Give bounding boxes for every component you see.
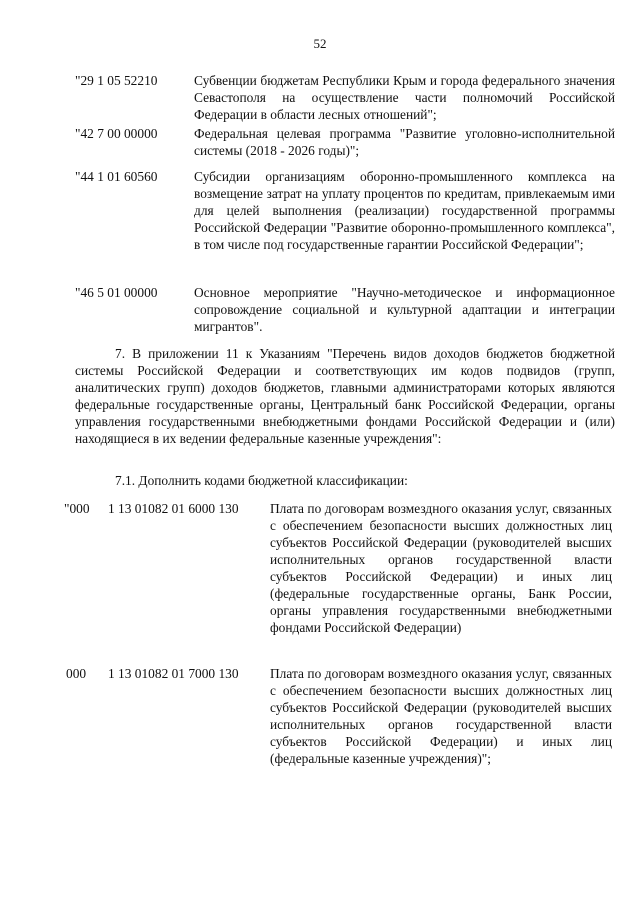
entry-code: "46 5 01 00000 [75, 285, 158, 300]
entry-text: Субсидии организациям оборонно-промышленного комплекса на возмещение затрат на уплату процентов по кредитам, привлекаемым ими для целей выполнения (реализации) государственной программы Российской Федерации "Развитие оборонно-промышленного комплекса", в том числе под государственные гарантии Российской Федерации"; [194, 169, 615, 252]
budget-code: 1 13 01082 01 6000 130 [108, 501, 239, 516]
page-number: 52 [313, 36, 327, 51]
entry-text: Федеральная целевая программа "Развитие уголовно-исполнительной системы (2018 - 2026 годы)"; [194, 126, 615, 158]
admin-code: "000 [64, 501, 90, 516]
entry-text: Субвенции бюджетам Республики Крым и города федерального значения Севастополя на осуществление части полномочий Российской Федерации в области лесных отношений"; [194, 73, 615, 122]
entry-text: Плата по договорам возмездного оказания услуг, связанных с обеспечением безопасности высших должностных лиц субъектов Российской Федерации (руководителей высших исполнительных органов государственной власти субъектов Российской Федерации) и иных лиц (федеральные государственные органы, Банк России, органы управления государственными внебюджетными фондами Российской Федерации) [270, 501, 612, 635]
entry-code: "29 1 05 52210 [75, 73, 158, 88]
entry-text: Основное мероприятие "Научно-методическое и информационное сопровождение социальной и культурной адаптации и интеграции мигрантов". [194, 285, 615, 334]
budget-code: 1 13 01082 01 7000 130 [108, 666, 239, 681]
paragraph-7: 7. В приложении 11 к Указаниям "Перечень видов доходов бюджетов бюджетной системы Российской Федерации и соответствующих им кодов подвидов (групп, аналитических групп) доходов бюджетов, главными администраторами которых являются федеральные государственные органы, Центральный банк Российской Федерации, органы управления государственными внебюджетными фондами Российской Федерации и (или) находящиеся в их ведении федеральные казенные учреждения": [75, 346, 615, 446]
entry-text: Плата по договорам возмездного оказания услуг, связанных с обеспечением безопасности высших должностных лиц субъектов Российской Федерации (руководителей высших исполнительных органов государственной власти субъектов Российской Федерации) и иных лиц (федеральные казенные учреждения)"; [270, 666, 612, 766]
admin-code: 000 [66, 666, 87, 681]
entry-code: "42 7 00 00000 [75, 126, 158, 141]
entry-code: "44 1 01 60560 [75, 169, 158, 184]
paragraph-7-1: 7.1. Дополнить кодами бюджетной классификации: [115, 473, 408, 488]
